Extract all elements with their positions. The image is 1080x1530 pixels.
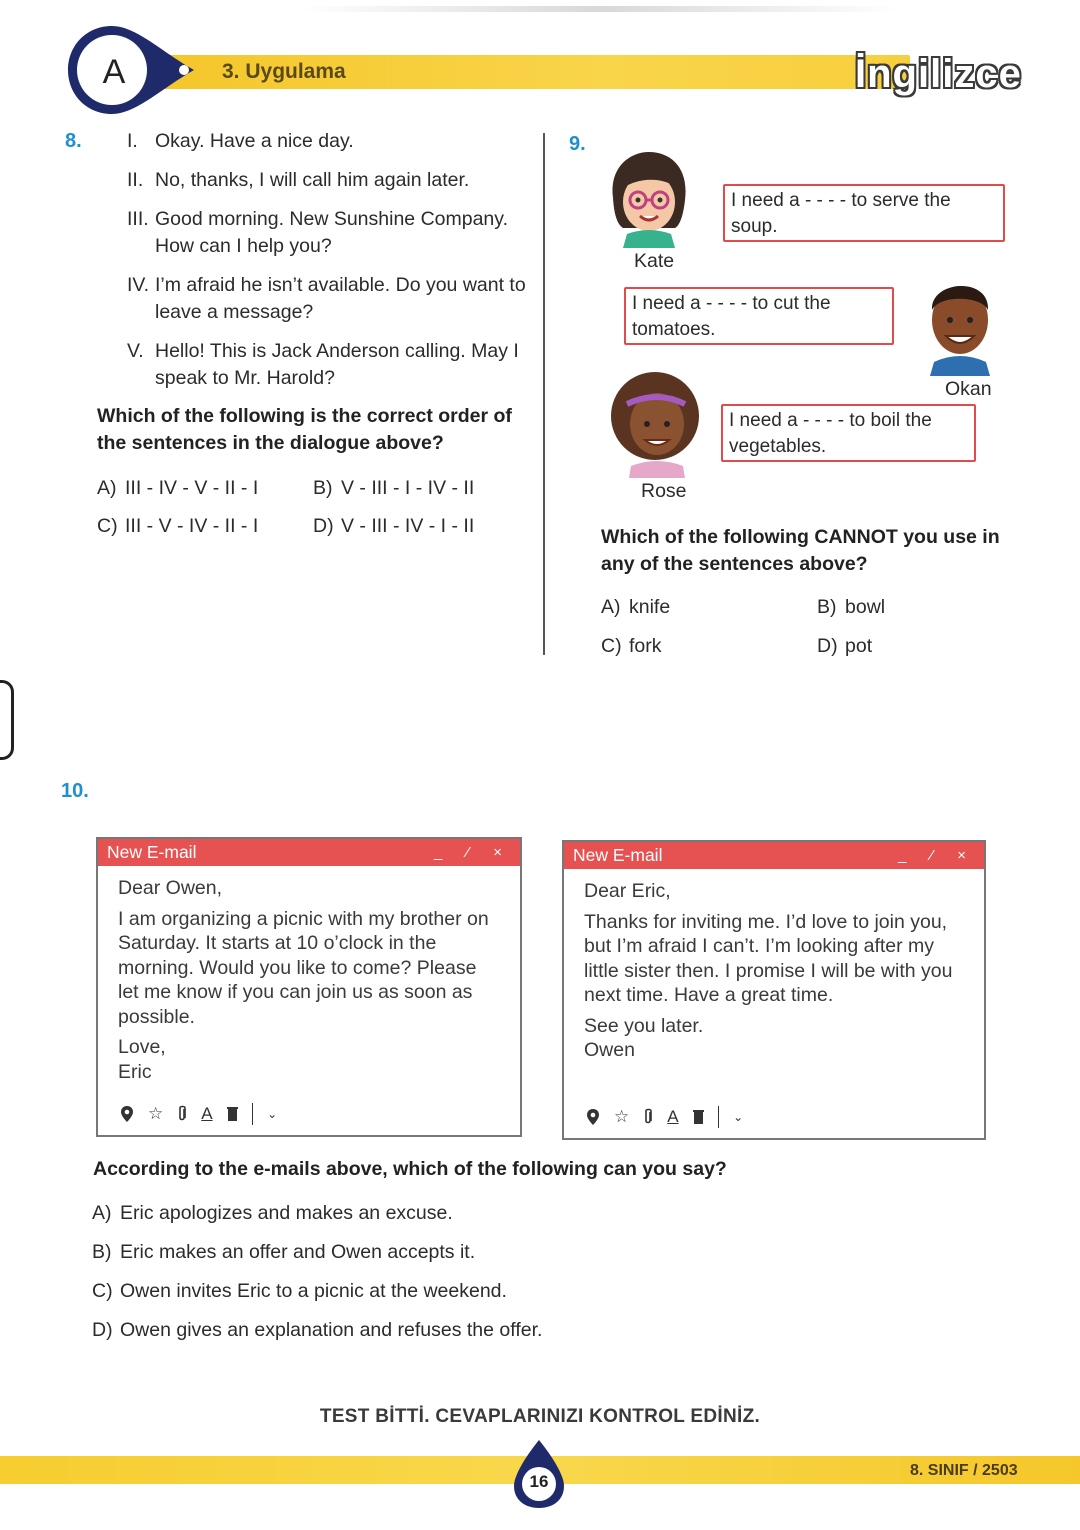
brand-logo-text: İngilizce bbox=[855, 52, 1022, 96]
email-window-eric bbox=[96, 837, 522, 1137]
email-greeting: Dear Owen, bbox=[118, 877, 223, 899]
q8-sentence bbox=[127, 206, 537, 260]
toolbar-separator bbox=[718, 1106, 720, 1128]
sentence-text: Hello! This is Jack Anderson calling. May I speak to Mr. Harold? bbox=[155, 340, 519, 389]
email-title: New E-mail bbox=[573, 845, 663, 865]
q8-option-a[interactable]: A) III - IV - V - II - I bbox=[97, 477, 259, 499]
email-title: New E-mail bbox=[107, 842, 197, 862]
email-closing: See you later. bbox=[584, 1014, 704, 1037]
question-10-number: 10. bbox=[61, 780, 89, 802]
speaker-name-okan: Okan bbox=[945, 378, 992, 400]
window-controls[interactable]: _ ⁄ × bbox=[898, 847, 976, 864]
rose-avatar bbox=[605, 368, 705, 478]
speech-bubble-kate: I need a - - - - to serve the soup. bbox=[723, 184, 1005, 242]
page-number: 16 bbox=[529, 1472, 549, 1491]
top-shadow-line bbox=[300, 6, 900, 12]
email-body-text: Thanks for inviting me. I’d love to join you, but I’m afraid I can’t. I’m looking after my little sister then. I promise I will be with you next time. Have a great time. bbox=[584, 910, 953, 1006]
toolbar-separator bbox=[252, 1103, 254, 1125]
q8-sentence bbox=[127, 128, 537, 155]
paperclip-icon[interactable] bbox=[643, 1108, 653, 1126]
email-toolbar bbox=[120, 1103, 277, 1125]
q9-question-text: Which of the following CANNOT you use in any of the sentences above? bbox=[601, 526, 1000, 575]
star-icon[interactable]: ☆ bbox=[614, 1107, 630, 1126]
star-icon[interactable]: ☆ bbox=[148, 1104, 164, 1123]
sentence-text: No, thanks, I will call him again later. bbox=[155, 169, 470, 191]
sentence-text: Okay. Have a nice day. bbox=[155, 130, 354, 152]
q8-sentence bbox=[127, 167, 537, 194]
roman-numeral: II. bbox=[127, 169, 144, 191]
header-drop-icon bbox=[66, 24, 196, 116]
q10-option-b[interactable]: B) Eric makes an offer and Owen accepts it. bbox=[92, 1241, 476, 1263]
location-pin-icon[interactable] bbox=[586, 1108, 600, 1126]
sentence-text: Good morning. New Sunshine Company. How can I help you? bbox=[155, 208, 508, 257]
q8-option-c[interactable]: C) III - V - IV - II - I bbox=[97, 515, 259, 537]
speaker-name-rose: Rose bbox=[641, 480, 687, 502]
text-format-icon[interactable]: A bbox=[667, 1107, 679, 1126]
q8-question-text: Which of the following is the correct order of the sentences in the dialogue above? bbox=[97, 405, 512, 454]
email-titlebar bbox=[564, 842, 984, 869]
email-greeting: Dear Eric, bbox=[584, 880, 671, 902]
email-toolbar bbox=[586, 1106, 743, 1128]
chevron-down-icon[interactable]: ⌄ bbox=[267, 1107, 278, 1121]
question-9-number: 9. bbox=[569, 133, 586, 155]
q9-option-d[interactable]: D) pot bbox=[817, 635, 873, 657]
question-8-number: 8. bbox=[65, 130, 82, 152]
okan-avatar bbox=[920, 266, 1000, 376]
email-closing: Love, bbox=[118, 1036, 166, 1058]
kate-avatar bbox=[605, 148, 693, 248]
roman-numeral: III. bbox=[127, 208, 149, 230]
column-divider bbox=[543, 133, 545, 655]
section-title: 3. Uygulama bbox=[222, 60, 346, 83]
roman-numeral: I. bbox=[127, 130, 138, 152]
email-window-owen bbox=[562, 840, 986, 1140]
chevron-down-icon[interactable]: ⌄ bbox=[733, 1110, 744, 1124]
email-signature: Eric bbox=[118, 1060, 152, 1083]
grade-code: 8. SINIF / 2503 bbox=[910, 1462, 1018, 1479]
email-signature: Owen bbox=[584, 1039, 635, 1061]
q9-option-c[interactable]: C) fork bbox=[601, 635, 662, 657]
q10-question-text: According to the e-mails above, which of the following can you say? bbox=[93, 1158, 727, 1180]
trash-icon[interactable] bbox=[693, 1109, 704, 1125]
test-end-message: TEST BİTTİ. CEVAPLARINIZI KONTROL EDİNİZ. bbox=[319, 1406, 761, 1427]
roman-numeral: V. bbox=[127, 340, 144, 362]
email-body-text: I am organizing a picnic with my brother on Saturday. It starts at 10 o’clock in the morning. Would you like to come? Please let me know if you can join us as soon as possible. bbox=[118, 907, 489, 1028]
location-pin-icon[interactable] bbox=[120, 1105, 134, 1123]
sentence-text: I’m afraid he isn’t available. Do you want to leave a message? bbox=[155, 274, 526, 323]
q9-option-a[interactable]: A) knife bbox=[601, 596, 671, 618]
q8-sentence bbox=[127, 338, 537, 392]
speaker-name-kate: Kate bbox=[634, 250, 675, 272]
window-controls[interactable]: _ ⁄ × bbox=[434, 844, 512, 861]
q8-option-b[interactable]: B) V - III - I - IV - II bbox=[313, 477, 475, 499]
q8-sentence bbox=[127, 272, 537, 326]
email-titlebar bbox=[98, 839, 520, 866]
q9-option-b[interactable]: B) bowl bbox=[817, 596, 886, 618]
speech-bubble-rose: I need a - - - - to boil the vegetables. bbox=[721, 404, 976, 462]
text-format-icon[interactable]: A bbox=[201, 1104, 213, 1123]
trash-icon[interactable] bbox=[227, 1106, 238, 1122]
speech-bubble-okan: I need a - - - - to cut the tomatoes. bbox=[624, 287, 894, 345]
edge-mark bbox=[0, 680, 14, 760]
roman-numeral: IV. bbox=[127, 274, 150, 296]
paperclip-icon[interactable] bbox=[177, 1105, 187, 1123]
booklet-letter: A bbox=[102, 53, 126, 91]
q10-option-c[interactable]: C) Owen invites Eric to a picnic at the weekend. bbox=[92, 1280, 507, 1302]
q8-option-d[interactable]: D) V - III - IV - I - II bbox=[313, 515, 475, 537]
q10-option-a[interactable]: A) Eric apologizes and makes an excuse. bbox=[92, 1202, 453, 1224]
q8-sentence-list bbox=[127, 128, 537, 404]
q10-option-d[interactable]: D) Owen gives an explanation and refuses the offer. bbox=[92, 1319, 543, 1341]
